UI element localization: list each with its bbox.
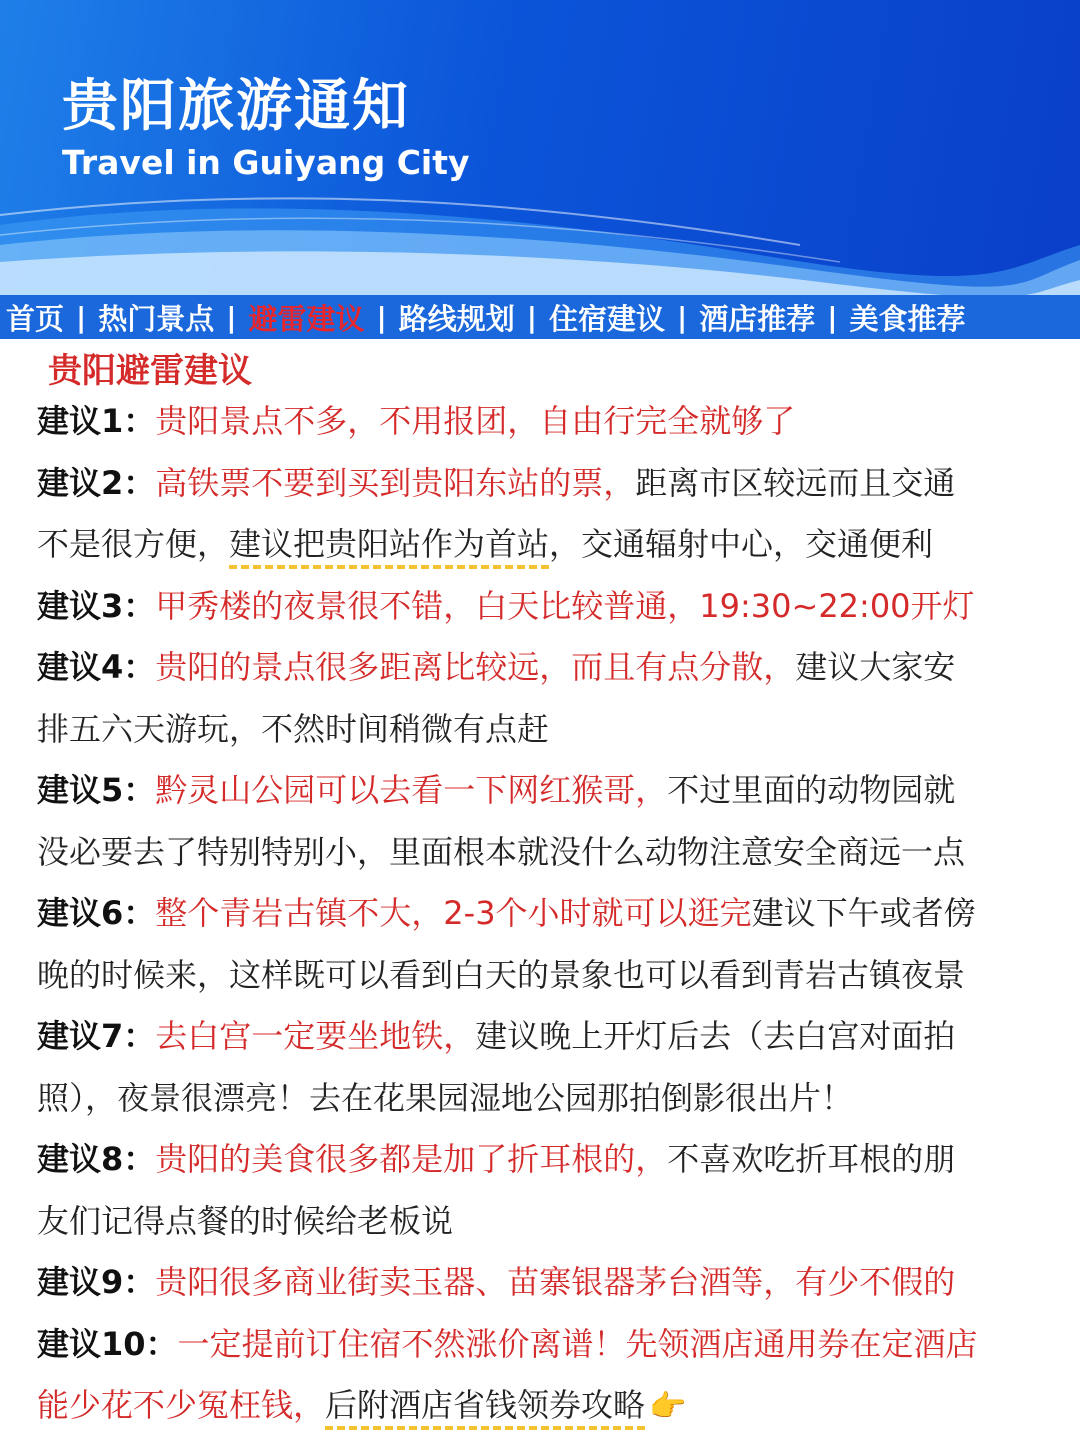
tip-highlight: 贵阳的美食很多都是加了折耳根的， xyxy=(155,1140,668,1178)
tip-line xyxy=(37,760,1057,822)
tip-highlight: 高铁票不要到买到贵阳东站的票， xyxy=(155,463,636,502)
tip-line xyxy=(37,883,1057,945)
tip-highlight: 贵阳的景点很多距离比较远，而且有点分散， xyxy=(155,648,796,686)
tip-highlight: 去白宫一定要坐地铁， xyxy=(155,1017,476,1055)
tip-text: 照），夜景很漂亮！去在花果园湿地公园那拍倒影很出片！ xyxy=(37,1078,854,1117)
tip-label: 建议9： xyxy=(37,1263,156,1301)
tip-label: 建议8： xyxy=(37,1140,156,1178)
tips-content xyxy=(0,339,1080,1437)
hotel-coupon-link[interactable]: 后附酒店省钱领券攻略 xyxy=(325,1386,645,1430)
tip-line xyxy=(37,1252,1057,1314)
tip-highlight: 贵阳景点不多，不用报团，自由行完全就够了 xyxy=(155,402,796,440)
tip-line xyxy=(37,945,1057,1007)
tip-label: 建议7： xyxy=(37,1017,156,1055)
nav-item-pitfalls[interactable]: 避雷建议 xyxy=(248,301,365,336)
tip-label: 建议4： xyxy=(37,648,156,686)
tip-line xyxy=(37,1129,1057,1191)
nav-separator: | xyxy=(76,300,87,334)
tip-label: 建议5： xyxy=(37,771,156,809)
tip-line xyxy=(37,637,1057,699)
tip-text: 距离市区较远而且交通 xyxy=(635,463,956,502)
tip-line xyxy=(37,1068,1057,1130)
tip-text: 排五六天游玩，不然时间稍微有点赶 xyxy=(37,709,550,748)
tip-line xyxy=(37,699,1057,761)
tip-label: 建议10： xyxy=(37,1324,178,1363)
page-subtitle: Travel in Guiyang City xyxy=(62,143,470,182)
tip-text: 晚的时候来，这样既可以看到白天的景象也可以看到青岩古镇夜景 xyxy=(37,955,966,994)
tip-line xyxy=(37,453,1057,515)
nav-separator: | xyxy=(677,300,688,334)
tip-highlight: 甲秀楼的夜景很不错，白天比较普通，19:30~22:00开灯 xyxy=(155,586,975,625)
header-banner xyxy=(0,0,1080,295)
nav-item-routes[interactable]: 路线规划 xyxy=(398,301,515,336)
tip-label: 建议2： xyxy=(37,463,156,502)
nav-item-home[interactable]: 首页 xyxy=(6,301,65,336)
tip-line xyxy=(37,1314,1057,1376)
nav-separator: | xyxy=(376,300,387,334)
tip-line xyxy=(37,391,1057,453)
tip-text: 不过里面的动物园就 xyxy=(667,771,956,809)
tip-line xyxy=(37,1375,1057,1437)
tip-highlight: 一定提前订住宿不然涨价离谱！先领酒店通用券在定酒店 xyxy=(177,1324,978,1363)
tip-text: 不喜欢吃折耳根的朋 xyxy=(667,1140,956,1178)
tip-line xyxy=(37,1006,1057,1068)
tip-highlight: 黔灵山公园可以去看一下网红猴哥， xyxy=(155,771,668,809)
nav-bar xyxy=(0,295,1080,339)
tip-text: 建议大家安 xyxy=(795,648,956,686)
tip-highlight: 整个青岩古镇不大，2-3个小时就可以逛完 xyxy=(155,894,752,932)
tip-underlined-text: 建议把贵阳站作为首站 xyxy=(229,525,549,569)
tip-text: 友们记得点餐的时候给老板说 xyxy=(37,1201,454,1240)
tip-line xyxy=(37,822,1057,884)
tip-text: 不是很方便， xyxy=(37,525,230,563)
tip-text: ，交通辐射中心，交通便利 xyxy=(549,525,934,563)
tip-line xyxy=(37,576,1057,638)
nav-item-attractions[interactable]: 热门景点 xyxy=(98,301,215,336)
tip-text: 建议下午或者傍 xyxy=(751,894,976,932)
nav-item-lodging[interactable]: 住宿建议 xyxy=(549,301,666,336)
tip-label: 建议1： xyxy=(37,402,156,440)
tip-label: 建议6： xyxy=(37,894,156,932)
tip-line xyxy=(37,514,1057,576)
tip-line xyxy=(37,1191,1057,1253)
tip-text: 没必要去了特别特别小，里面根本就没什么动物注意安全商远一点 xyxy=(37,832,966,871)
nav-separator: | xyxy=(827,300,838,334)
tip-text: 建议晚上开灯后去（去白宫对面拍 xyxy=(475,1017,956,1055)
tip-highlight: 能少花不少冤枉钱， xyxy=(37,1386,326,1424)
nav-separator: | xyxy=(526,300,537,334)
tip-label: 建议3： xyxy=(37,586,156,625)
nav-item-food[interactable]: 美食推荐 xyxy=(849,301,966,336)
nav-separator: | xyxy=(226,300,237,334)
page-title: 贵阳旅游通知 xyxy=(62,74,410,139)
tip-highlight: 贵阳很多商业街卖玉器、苗寨银器茅台酒等，有少不假的 xyxy=(155,1263,956,1301)
pointing-hand-icon: 👉 xyxy=(649,1389,687,1424)
nav-item-hotels[interactable]: 酒店推荐 xyxy=(699,301,816,336)
section-title: 贵阳避雷建议 xyxy=(48,351,252,391)
